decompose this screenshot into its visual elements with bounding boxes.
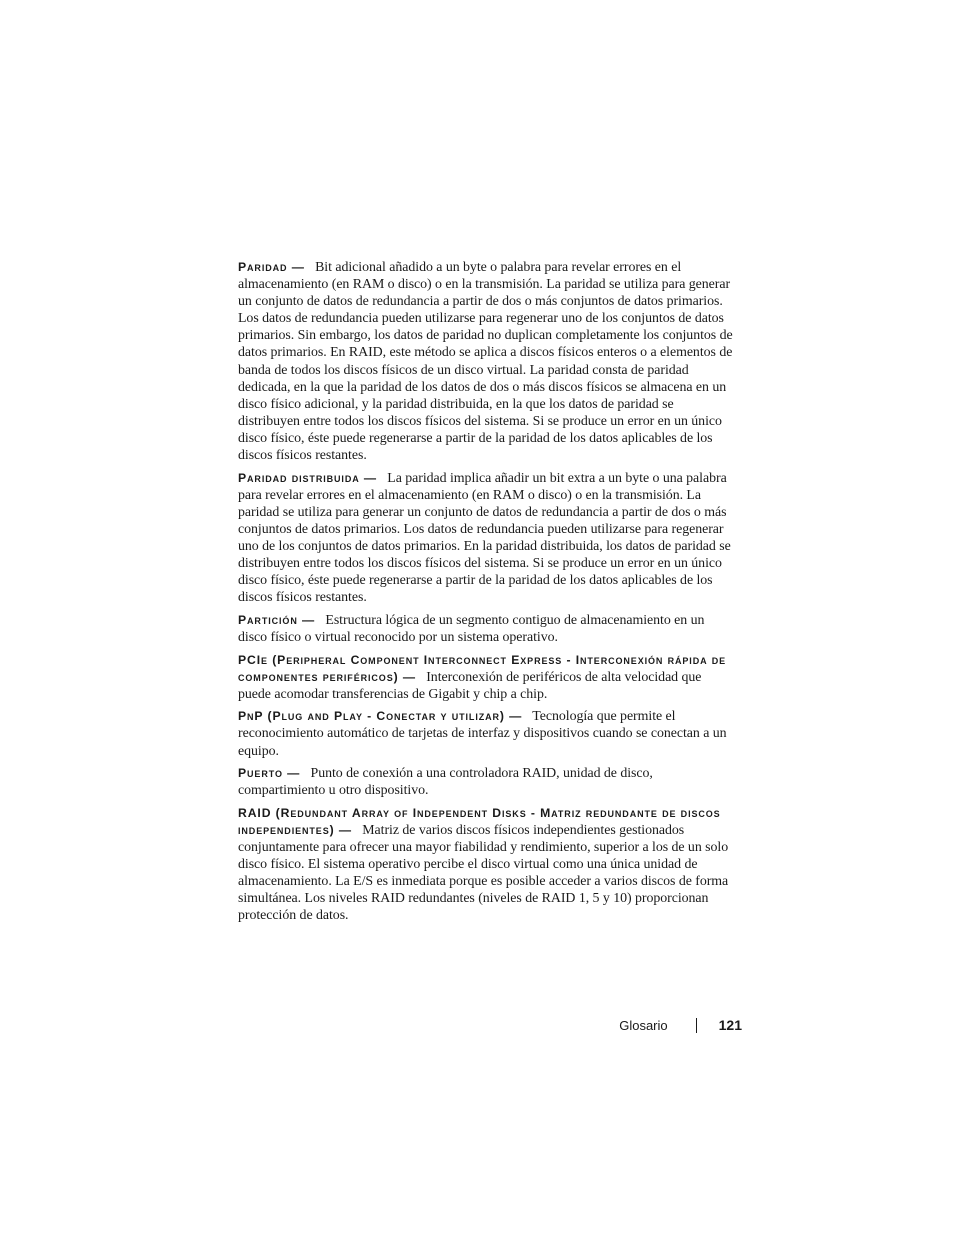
glossary-entry-puerto bbox=[238, 765, 736, 799]
glossary-definition: Tecnología que permite el reconocimiento automático de tarjetas de interfaz y dispositivos cuando se conectan a un equipo. bbox=[238, 709, 727, 759]
glossary-definition: Matriz de varios discos físicos independientes gestionados conjuntamente para ofrecer una mayor fiabilidad y rendimiento, superior a los de un solo disco físico. El sistema operativo percibe el disco virtual como una única unidad de almacenamiento. La E/S es inmediata porque es posible acceder a varios discos de forma simultánea. Los niveles RAID redundantes (niveles de RAID 1, 5 y 10) proporcionan protección de datos. bbox=[238, 822, 729, 924]
page-number: 121 bbox=[718, 1017, 742, 1033]
glossary-definition: Punto de conexión a una controladora RAID, unidad de disco, compartimiento u otro dispositivo. bbox=[238, 766, 653, 799]
page-footer bbox=[619, 1015, 742, 1035]
glossary-definition: La paridad implica añadir un bit extra a un byte o una palabra para revelar errores en el almacenamiento (en RAM o disco) o en la transmisión. La paridad se utiliza para generar un conjunto de datos de redundancia a partir de dos o más conjuntos de datos primarios. Los datos de redundancia pueden utilizarse para regenerar uno de los conjuntos de datos primarios. En la paridad distribuida, los datos de paridad se distribuyen entre todos los discos físicos del sistema. Si se produce un error en un único disco físico, éste puede regenerarse a partir de la paridad de los datos aplicables de los discos físicos restantes. bbox=[238, 470, 731, 606]
glossary-term: Paridad — bbox=[238, 260, 305, 274]
glossary-term: Paridad distribuida — bbox=[238, 470, 377, 485]
glossary-term: Partición — bbox=[238, 612, 316, 627]
glossary-term: RAID (Redundant Array of Independent Disks - Matriz redundante de discos independientes) — bbox=[238, 805, 721, 837]
glossary-term: PnP (Plug and Play - Conectar y utilizar) — bbox=[238, 709, 523, 724]
glossary-term: Puerto — bbox=[238, 766, 301, 781]
glossary-entry-paridad bbox=[238, 259, 736, 464]
footer-section-title: Glosario bbox=[619, 1017, 668, 1033]
glossary-entry-paridad-distribuida bbox=[238, 470, 736, 607]
glossary-body bbox=[238, 259, 736, 930]
glossary-term: PCIe (Peripheral Component Interconnect Express - Interconexión rápida de componentes periféricos) — bbox=[238, 652, 727, 684]
glossary-entry-pcie bbox=[238, 652, 736, 703]
glossary-definition: Interconexión de periféricos de alta velocidad que puede acomodar transferencias de Gigabit y chip a chip. bbox=[238, 669, 702, 702]
glossary-definition: Bit adicional añadido a un byte o palabra para revelar errores en el almacenamiento (en RAM o disco) o en la transmisión. La paridad se utiliza para generar un conjunto de datos de redundancia a partir de dos o más conjuntos de datos primarios. Los datos de redundancia pueden utilizarse para regenerar uno de los conjuntos de datos primarios. Sin embargo, los datos de paridad no duplican completamente los conjuntos de datos primarios. En RAID, este método se aplica a discos físicos enteros o a elementos de banda de todos los discos físicos de un disco virtual. La paridad consta de paridad dedicada, en la que la paridad de los datos de dos o más discos físicos se almacena en un disco físico adicional, y la paridad distribuida, en la que los datos de paridad se distribuyen entre todos los discos físicos del sistema. Si se produce un error en un único disco físico, éste puede regenerarse a partir de la paridad de los datos aplicables de los discos físicos restantes. bbox=[238, 260, 733, 464]
footer-divider bbox=[696, 1018, 697, 1033]
glossary-entry-raid bbox=[238, 805, 736, 925]
glossary-entry-pnp bbox=[238, 708, 736, 759]
glossary-entry-particion bbox=[238, 612, 736, 646]
glossary-definition: Estructura lógica de un segmento contiguo de almacenamiento en un disco físico o virtual reconocido por un sistema operativo. bbox=[238, 612, 705, 645]
